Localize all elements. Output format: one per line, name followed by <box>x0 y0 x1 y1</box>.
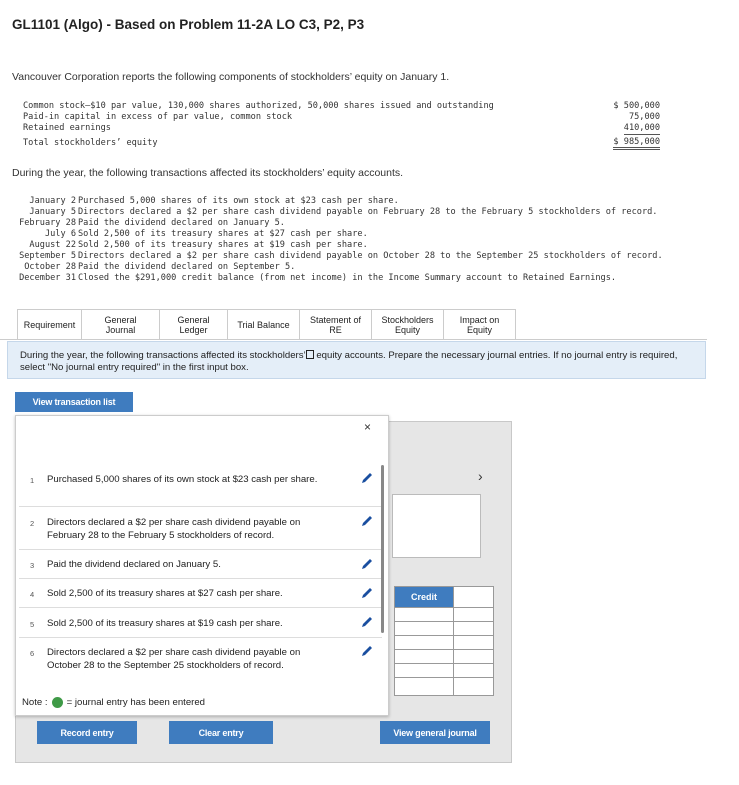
transaction-item-2[interactable]: Directors declared a $2 per share cash dividend payable on February 28 to the February 5 stockholders of record. <box>47 517 301 541</box>
tab-general-ledger[interactable] <box>160 309 228 339</box>
checkbox-glyph-icon <box>306 350 314 359</box>
tab-general-journal[interactable] <box>82 309 160 339</box>
equity-label-retained: Retained earnings <box>23 123 111 133</box>
note-prefix: Note : <box>22 697 48 708</box>
tx-desc: Directors declared a $2 per share cash dividend payable on October 28 to the September 25 stockholders of record. <box>78 251 663 261</box>
tab-requirement[interactable] <box>17 309 82 339</box>
tab-label: Stockholders <box>381 314 434 325</box>
popup-scrollbar[interactable] <box>381 465 384 633</box>
item-separator <box>19 549 382 550</box>
grid-row-line <box>395 607 493 608</box>
record-entry-button[interactable]: Record entry <box>37 721 137 744</box>
item-separator <box>19 506 382 507</box>
tabs-divider <box>0 339 707 340</box>
equity-label-common: Common stock—$10 par value, 130,000 shares authorized, 50,000 shares issued and outstanding <box>23 101 494 111</box>
tab-label: Journal <box>105 324 136 335</box>
tab-label: Impact on <box>459 314 500 325</box>
equity-value-total: $ 985,000 <box>613 137 660 150</box>
view-transaction-list-button[interactable]: View transaction list <box>15 392 133 412</box>
item-number: 4 <box>30 590 35 599</box>
transaction-item-4[interactable]: Sold 2,500 of its treasury shares at $27 cash per share. <box>47 588 283 599</box>
item-number: 2 <box>30 519 35 528</box>
instruction-text <box>20 350 700 374</box>
tab-stockholders-equity[interactable] <box>372 309 444 339</box>
tab-label: General <box>104 314 137 325</box>
tx-date: October 28 <box>24 262 76 272</box>
equity-label-paidin: Paid-in capital in excess of par value, common stock <box>23 112 293 122</box>
next-chevron-icon[interactable]: › <box>478 468 483 484</box>
item-separator <box>19 637 382 638</box>
pencil-icon[interactable] <box>360 615 374 629</box>
tab-statement-of-re[interactable] <box>300 309 372 339</box>
tab-label: RE <box>329 324 342 335</box>
pencil-icon[interactable] <box>360 514 374 528</box>
note-legend <box>22 697 205 708</box>
pencil-icon[interactable] <box>360 557 374 571</box>
transaction-item-5[interactable]: Sold 2,500 of its treasury shares at $19 cash per share. <box>47 618 283 629</box>
tab-trial-balance[interactable] <box>228 309 300 339</box>
tab-label: Trial Balance <box>237 319 290 330</box>
tx-date: December 31 <box>19 273 76 283</box>
pencil-icon[interactable] <box>360 586 374 600</box>
tab-label: Requirement <box>23 319 76 330</box>
equity-value-retained: 410,000 <box>623 123 660 133</box>
pencil-icon[interactable] <box>360 471 374 485</box>
tx-date: September 5 <box>19 251 76 261</box>
tx-desc: Closed the $291,000 credit balance (from net income) in the Income Summary account to Retained Earnings. <box>78 273 617 283</box>
grid-row-line <box>395 663 493 664</box>
instruction-part2: equity accounts. Prepare the necessary journal entries. If no journal entry is required, select "No journal entry required" in the first input box. <box>20 350 678 373</box>
equity-value-paidin: 75,000 <box>628 112 660 122</box>
intro-text: Vancouver Corporation reports the following components of stockholders’ equity on January 1. <box>12 71 450 83</box>
view-general-journal-button[interactable]: View general journal <box>380 721 490 744</box>
tab-label: Ledger <box>179 324 208 335</box>
instruction-part1: During the year, the following transactions affected its stockholders’ <box>20 350 306 361</box>
tx-desc: Sold 2,500 of its treasury shares at $19 cash per share. <box>78 240 368 250</box>
tx-date: January 5 <box>29 207 76 217</box>
tab-impact-on-equity[interactable] <box>444 309 516 339</box>
tx-desc: Paid the dividend declared on September 5. <box>78 262 296 272</box>
transaction-item-3[interactable]: Paid the dividend declared on January 5. <box>47 559 221 570</box>
clear-entry-button[interactable]: Clear entry <box>169 721 273 744</box>
grid-row-line <box>395 635 493 636</box>
equity-label-total: Total stockholders’ equity <box>23 138 158 148</box>
transaction-item-1[interactable]: Purchased 5,000 shares of its own stock at $23 cash per share. <box>47 474 318 485</box>
tx-date: July 6 <box>44 229 76 239</box>
item-number: 5 <box>30 620 35 629</box>
item-number: 6 <box>30 649 35 658</box>
item-separator <box>19 607 382 608</box>
entry-display-box <box>392 494 481 558</box>
credit-column-header: Credit <box>395 587 453 607</box>
tx-date: January 2 <box>29 196 76 206</box>
transaction-item-6[interactable]: Directors declared a $2 per share cash dividend payable on October 28 to the September 25 stockholders of record. <box>47 647 301 671</box>
note-suffix: = journal entry has been entered <box>66 697 206 708</box>
close-icon[interactable]: × <box>364 420 372 434</box>
pencil-icon[interactable] <box>360 644 374 658</box>
grid-column-line <box>453 587 454 696</box>
tx-desc: Paid the dividend declared on January 5. <box>78 218 285 228</box>
tab-label: Equity <box>466 324 492 335</box>
tx-desc: Sold 2,500 of its treasury shares at $27 cash per share. <box>78 229 368 239</box>
entered-dot-icon <box>52 697 63 708</box>
equity-value-common: $ 500,000 <box>613 101 660 111</box>
during-text: During the year, the following transactions affected its stockholders’ equity accounts. <box>12 167 404 179</box>
grid-row-line <box>395 621 493 622</box>
tx-desc: Directors declared a $2 per share cash dividend payable on February 28 to the February 5 stockholders of record. <box>78 207 658 217</box>
tab-label: Statement of <box>309 314 362 325</box>
page-title: GL1101 (Algo) - Based on Problem 11-2A LO C3, P2, P3 <box>12 17 365 32</box>
tab-label: Equity <box>394 324 420 335</box>
tx-date: February 28 <box>19 218 76 228</box>
tx-desc: Purchased 5,000 shares of its own stock at $23 cash per share. <box>78 196 399 206</box>
tx-date: August 22 <box>29 240 76 250</box>
item-separator <box>19 578 382 579</box>
tab-label: General <box>177 314 210 325</box>
grid-row-line <box>395 649 493 650</box>
grid-row-line <box>395 677 493 678</box>
item-number: 1 <box>30 476 35 485</box>
item-number: 3 <box>30 561 35 570</box>
